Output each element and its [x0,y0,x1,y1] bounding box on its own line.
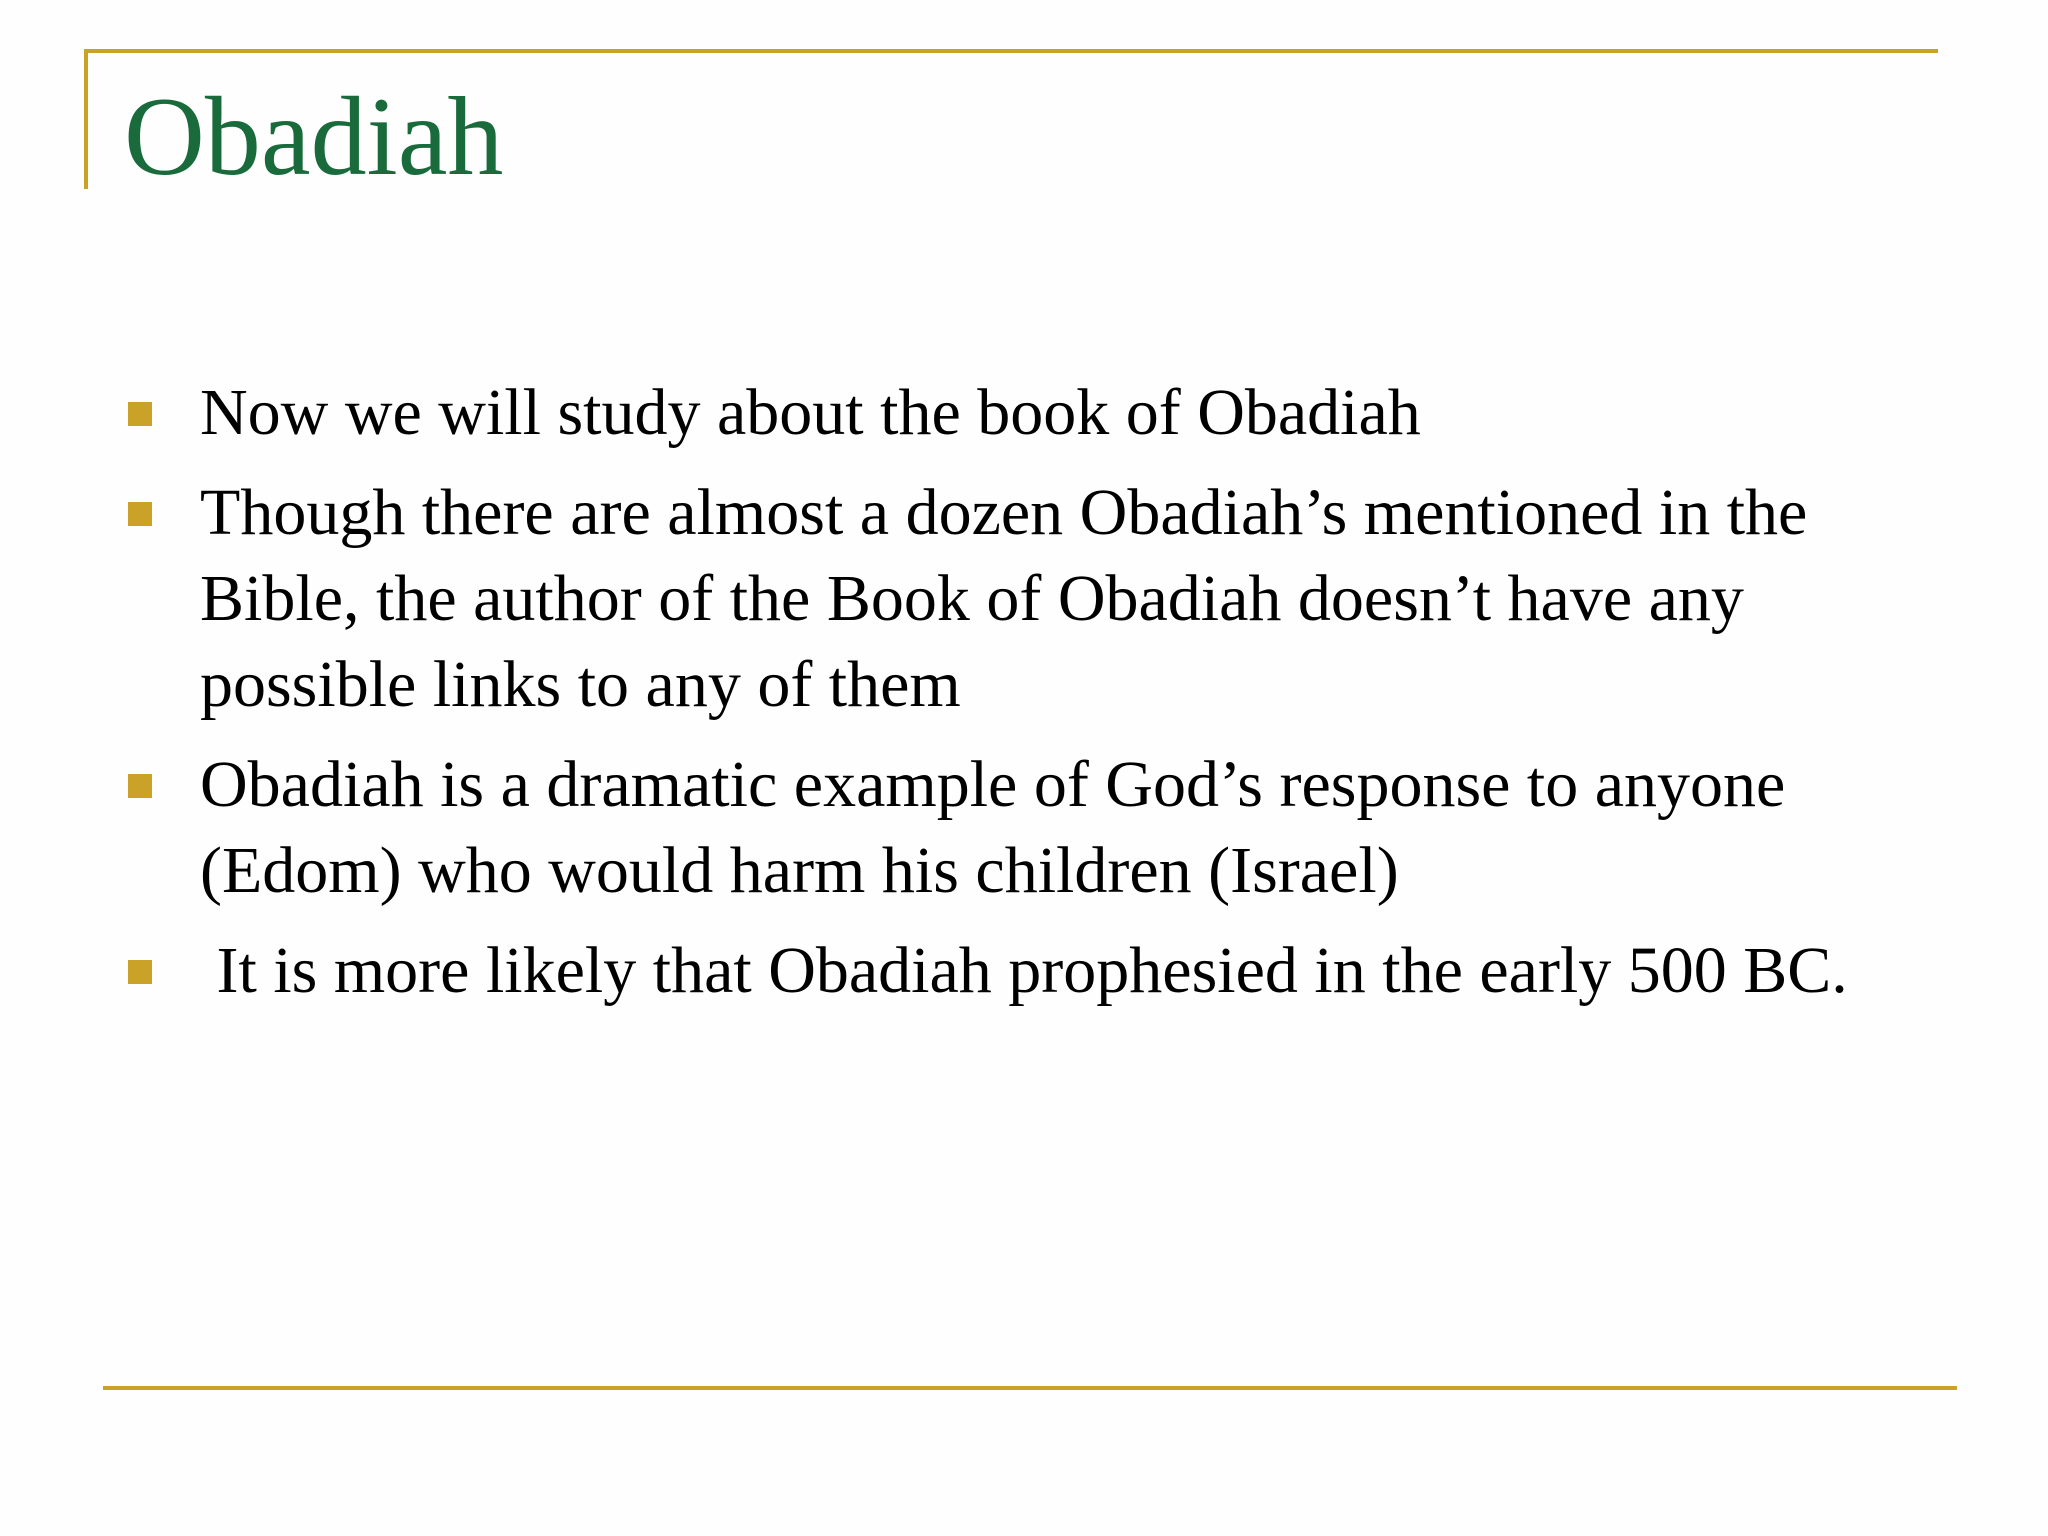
slide-title: Obadiah [124,75,504,199]
bullet-item [124,470,1904,728]
bullet-text: Though there are almost a dozen Obadiah’s mentioned in the Bible, the author of the Book of Obadiah doesn’t have any possible links to any of them [200,476,1808,721]
bullet-text: Obadiah is a dramatic example of God’s response to anyone (Edom) who would harm his children (Israel) [200,748,1786,907]
top-divider [84,49,1938,53]
bullet-text: It is more likely that Obadiah prophesied in the early 500 BC. [200,934,1848,1007]
bullet-item [124,742,1904,914]
bottom-divider [103,1386,1957,1390]
square-bullet-icon [128,774,152,798]
bullet-list [124,370,1904,1028]
square-bullet-icon [128,960,152,984]
bullet-item [124,928,1904,1014]
title-side-divider [84,49,88,189]
square-bullet-icon [128,502,152,526]
bullet-item [124,370,1904,456]
square-bullet-icon [128,402,152,426]
bullet-text: Now we will study about the book of Obadiah [200,376,1421,449]
